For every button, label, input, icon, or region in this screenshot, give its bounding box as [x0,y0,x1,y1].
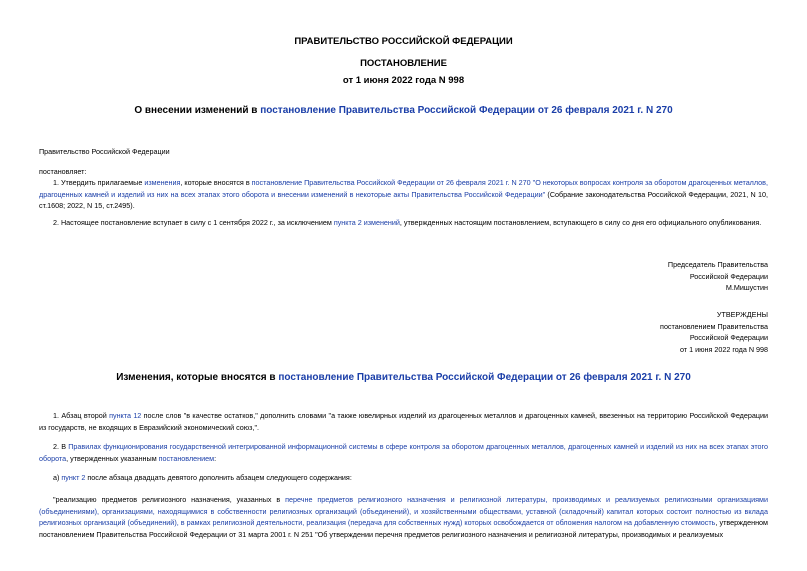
document-title [0,105,807,117]
signature-position: Председатель Правительства [667,260,768,269]
c1-text-b: после слов "в качестве остатков," дополнить словами "а также ювелирных изделий из драгоценных металлов и драгоценных камней, ввезенных на территорию Российской Федерации из государств, не входящих в Евразийский экономический союз,". [39,411,768,432]
paragraph-2 [39,217,768,229]
decrees-line: постановляет: [39,167,87,176]
changes-title-prefix: Изменения, которые вносятся в [116,372,279,383]
changes-title [0,372,807,384]
document-date: от 1 июня 2022 года N 998 [342,75,465,86]
point-2-link[interactable]: пункт 2 [61,473,86,482]
ca-text-b: после абзаца двадцать девятого дополнить абзацем следующего содержания: [85,473,352,482]
resolution-link[interactable]: постановлением [158,453,215,463]
changes-link[interactable]: изменения [144,178,181,187]
point-2-changes-link[interactable]: пункта 2 изменений [333,218,400,227]
p1-text-b: , которые вносятся в [180,178,252,187]
approval-line-4: от 1 июня 2022 года N 998 [679,344,768,354]
signature-block [668,259,768,294]
paragraph-1 [39,177,768,212]
c2-text-c: : [214,453,217,463]
q-text-a: "реализацию предметов религиозного назначения, указанных в [53,495,286,504]
change-2 [39,441,768,464]
q-text-b: , утвержденном постановлением Правительства Российской Федерации от 31 марта 2001 г. N 251 "Об утверждении перечня предметов религиозного назначения и религиозной литературы, производимых и реализуемых [39,518,768,539]
change-2a [39,472,768,484]
document-type: ПОСТАНОВЛЕНИЕ [360,58,447,69]
c2-text-a: 2. В [53,442,69,451]
c1-text-a: 1. Абзац второй [53,411,110,420]
title-prefix: О внесении изменений в [134,105,261,116]
approval-block [660,309,768,355]
ca-text-a: а) [53,473,62,482]
p1-text-a: 1. Утвердить прилагаемые [53,178,145,187]
religious-items-list-link[interactable]: перечне предметов религиозного назначения и религиозной литературы, производимых и реализуемых религиозными организациями (объединениями), организациями, находящимися в собственности религиозных организаций (объединений), и хозяйственными обществами, уставной (складочный) капитал которых состоит полностью из вклада религиозных организаций (объединений), в рамках религиозной деятельности, реализация (передача для собственных нужд) которых освобождается от обложения налогом на добавленную стоимость [39,495,768,527]
signature-name: М.Мишустин [725,283,768,292]
approval-line-2: постановлением Правительства [660,321,768,331]
p2-text-a: 2. Настоящее постановление вступает в силу с 1 сентября 2022 г., за исключением [53,218,334,227]
quoted-paragraph [39,494,768,540]
changes-title-link[interactable]: постановление Правительства Российской Федерации от 26 февраля 2021 г. N 270 [278,372,691,383]
c2-text-b: , утвержденных указанным [66,453,159,463]
point-12-link[interactable]: пункта 12 [109,411,142,420]
approval-title: УТВЕРЖДЕНЫ [716,310,768,319]
p2-text-b: , утвержденных настоящим постановлением, вступающего в силу со дня его официального опубликования. [399,218,762,227]
signature-country: Российской Федерации [689,271,768,281]
rules-link[interactable]: Правилах функционирования государственной интегрированной информационной системы в сфере контроля за оборотом драгоценных металлов, драгоценных камней и изделий из них на всех этапах этого оборота [39,442,768,463]
title-link[interactable]: постановление Правительства Российской Федерации от 26 февраля 2021 г. N 270 [260,105,673,116]
change-1 [39,410,768,433]
p1-text-c: (Собрание законодательства Российской Федерации, 2021, N 10, ст.1608; 2022, N 15, ст.2495). [39,189,768,210]
decree-270-link[interactable]: постановление Правительства Российской Федерации от 26 февраля 2021 г. N 270 "О некоторых вопросах контроля за оборотом драгоценных металлов, драгоценных камней и изделий из них на всех этапах этого оборота и внесении изменений в некоторые акты Правительства Российской Федерации" [39,178,768,199]
approval-line-3: Российской Федерации [689,333,768,342]
government-heading: ПРАВИТЕЛЬСТВО РОССИЙСКОЙ ФЕДЕРАЦИИ [294,36,513,47]
government-line: Правительство Российской Федерации [39,147,170,156]
